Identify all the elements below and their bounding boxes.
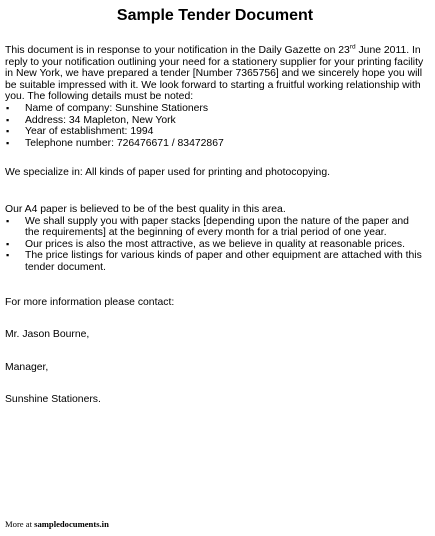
intro-text-end: June 2011. In reply to your notification outlining your need for a stationery supplier for your printing facility in New York, we have prepared a tender [Number 7365756] and we sincerely hope you will be suitable impressed with it. We look forward to starting a fruitful working relationship with you. The following details must be noted: [5, 45, 424, 103]
date-ordinal-suffix: rd [349, 43, 356, 51]
list-item [5, 103, 425, 115]
list-item [5, 126, 425, 138]
company-details-list [5, 103, 425, 149]
more-info-line: For more information please contact: [5, 296, 175, 308]
terms-list [5, 216, 425, 274]
intro-paragraph [5, 45, 425, 103]
bullet-icon: ▪ [6, 126, 10, 137]
bullet-icon: ▪ [6, 250, 10, 261]
bullet-icon: ▪ [6, 215, 10, 226]
footer-credit [5, 519, 109, 529]
list-item [5, 239, 425, 251]
contact-role: Manager, [5, 361, 49, 373]
contact-name: Mr. Jason Bourne, [5, 329, 90, 341]
a4-quality-paragraph: Our A4 paper is believed to be of the best quality in this area. [5, 203, 286, 215]
bullet-icon: ▪ [6, 137, 10, 148]
list-item [5, 115, 425, 127]
footer-prefix: More at [5, 519, 35, 529]
company-address: Address: 34 Mapleton, New York [25, 114, 176, 126]
list-item [5, 216, 425, 239]
supply-term: We shall supply you with paper stacks [depending upon the nature of the paper and the requirements] at the beginning of every month for a trial period of one year. [25, 215, 409, 239]
footer-site-link[interactable]: sampledocuments.in [34, 519, 109, 529]
bullet-icon: ▪ [6, 238, 10, 249]
list-item [5, 250, 425, 273]
document-title: Sample Tender Document [116, 7, 314, 24]
company-telephone: Telephone number: 726476671 / 83472867 [25, 137, 224, 149]
specialize-paragraph: We specialize in: All kinds of paper used for printing and photocopying. [5, 167, 331, 179]
list-item [5, 138, 425, 150]
company-year: Year of establishment: 1994 [25, 126, 154, 138]
intro-text-start: This document is in response to your notification in the Daily Gazette on 23 [5, 45, 350, 56]
price-term: Our prices is also the most attractive, as we believe in quality at reasonable prices. [25, 238, 406, 250]
bullet-icon: ▪ [6, 114, 10, 125]
company-name: Name of company: Sunshine Stationers [25, 102, 209, 114]
price-listing-term: The price listings for various kinds of paper and other equipment are attached with this tender document. [25, 250, 422, 273]
contact-organization: Sunshine Stationers. [5, 394, 101, 406]
bullet-icon: ▪ [6, 102, 10, 113]
